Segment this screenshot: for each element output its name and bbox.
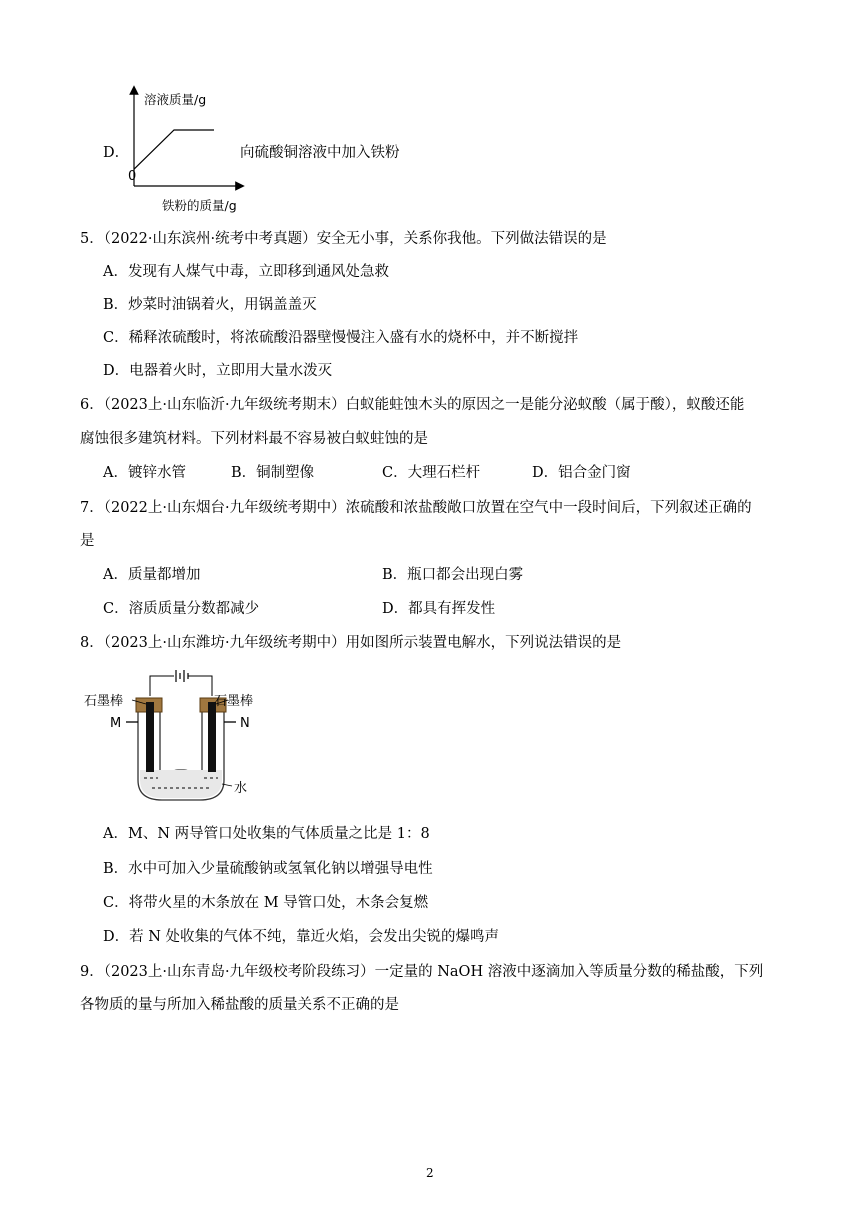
- option-c: C．将带火星的木条放在 M 导管口处，木条会复燃: [103, 895, 429, 911]
- question-stem-text: 一定量的 NaOH 溶液中逐滴加入等质量分数的稀盐酸，下列: [374, 964, 764, 980]
- q4-option-d-text: 向硫酸铜溶液中加入铁粉: [240, 145, 400, 161]
- option-a: A．镀锌水管: [103, 465, 186, 481]
- question-number: 7．: [80, 500, 104, 516]
- option-d: D．电器着火时，立即用大量水泼灭: [103, 363, 333, 379]
- option-d: D．铝合金门窗: [532, 465, 631, 481]
- label-right-rod: 石墨棒: [214, 694, 254, 709]
- origin-label: 0: [128, 169, 137, 184]
- question-6-stem: [80, 393, 744, 414]
- question-9-stem: [80, 960, 763, 981]
- option-d: D．若 N 处收集的气体不纯，靠近火焰，会发出尖锐的爆鸣声: [103, 929, 500, 945]
- question-5-stem: [80, 227, 607, 248]
- question-8-stem: [80, 631, 621, 652]
- question-source: （2023上·山东青岛·九年级校考阶段练习）: [103, 964, 375, 980]
- label-water: 水: [234, 781, 248, 796]
- option-a: A．质量都增加: [103, 567, 201, 583]
- question-stem-text: 白蚁能蛀蚀木头的原因之一是能分泌蚁酸（属于酸），蚁酸还能: [345, 397, 745, 413]
- label-port-m: M: [110, 716, 122, 731]
- question-7-stem: [80, 496, 752, 517]
- question-stem-text: 浓硫酸和浓盐酸敞口放置在空气中一段时间后，下列叙述正确的: [345, 500, 752, 516]
- option-c: C．稀释浓硫酸时，将浓硫酸沿器壁慢慢注入盛有水的烧杯中，并不断搅拌: [103, 330, 579, 346]
- question-source: （2023上·山东潍坊·九年级统考期中）: [103, 635, 346, 651]
- question-source: （2023上·山东临沂·九年级统考期末）: [103, 397, 346, 413]
- question-number: 8．: [80, 635, 104, 651]
- option-a: A．发现有人煤气中毒，立即移到通风处急救: [103, 264, 389, 280]
- question-number: 9．: [80, 964, 104, 980]
- label-port-n: N: [240, 716, 250, 731]
- option-b: B．炒菜时油锅着火，用锅盖盖灭: [103, 297, 317, 313]
- question-9-stem-line-2: 各物质的量与所加入稀盐酸的质量关系不正确的是: [80, 997, 399, 1013]
- option-b: B．瓶口都会出现白雾: [382, 567, 524, 583]
- question-source: （2022上·山东烟台·九年级统考期中）: [103, 500, 346, 516]
- question-7-stem-line-2: 是: [80, 533, 95, 549]
- question-number: 5．: [80, 231, 104, 247]
- option-b: B．铜制塑像: [231, 465, 315, 481]
- electrolysis-apparatus-figure: [82, 666, 282, 806]
- y-axis-label: 溶液质量/g: [144, 92, 207, 107]
- question-number: 6．: [80, 397, 104, 413]
- x-axis-label: 铁粉的质量/g: [162, 198, 237, 213]
- option-d: D．都具有挥发性: [382, 601, 496, 617]
- q4-option-d-chart: [118, 84, 258, 214]
- option-c: C．溶质质量分数都减少: [103, 601, 260, 617]
- question-6-stem-line-2: 腐蚀很多建筑材料。下列材料最不容易被白蚁蛀蚀的是: [80, 431, 428, 447]
- option-a: A．M、N 两导管口处收集的气体质量之比是 1：8: [103, 826, 430, 842]
- option-c: C．大理石栏杆: [382, 465, 481, 481]
- question-stem-text: 安全无小事，关系你我他。下列做法错误的是: [316, 231, 607, 247]
- label-left-rod: 石墨棒: [84, 694, 124, 709]
- page-number: 2: [426, 1166, 434, 1180]
- option-b: B．水中可加入少量硫酸钠或氢氧化钠以增强导电性: [103, 861, 433, 877]
- q4-option-d-label: D．: [103, 145, 130, 161]
- series-line: [134, 130, 214, 169]
- question-source: （2022·山东滨州·统考中考真题）: [103, 231, 317, 247]
- question-stem-text: 用如图所示装置电解水，下列说法错误的是: [345, 635, 622, 651]
